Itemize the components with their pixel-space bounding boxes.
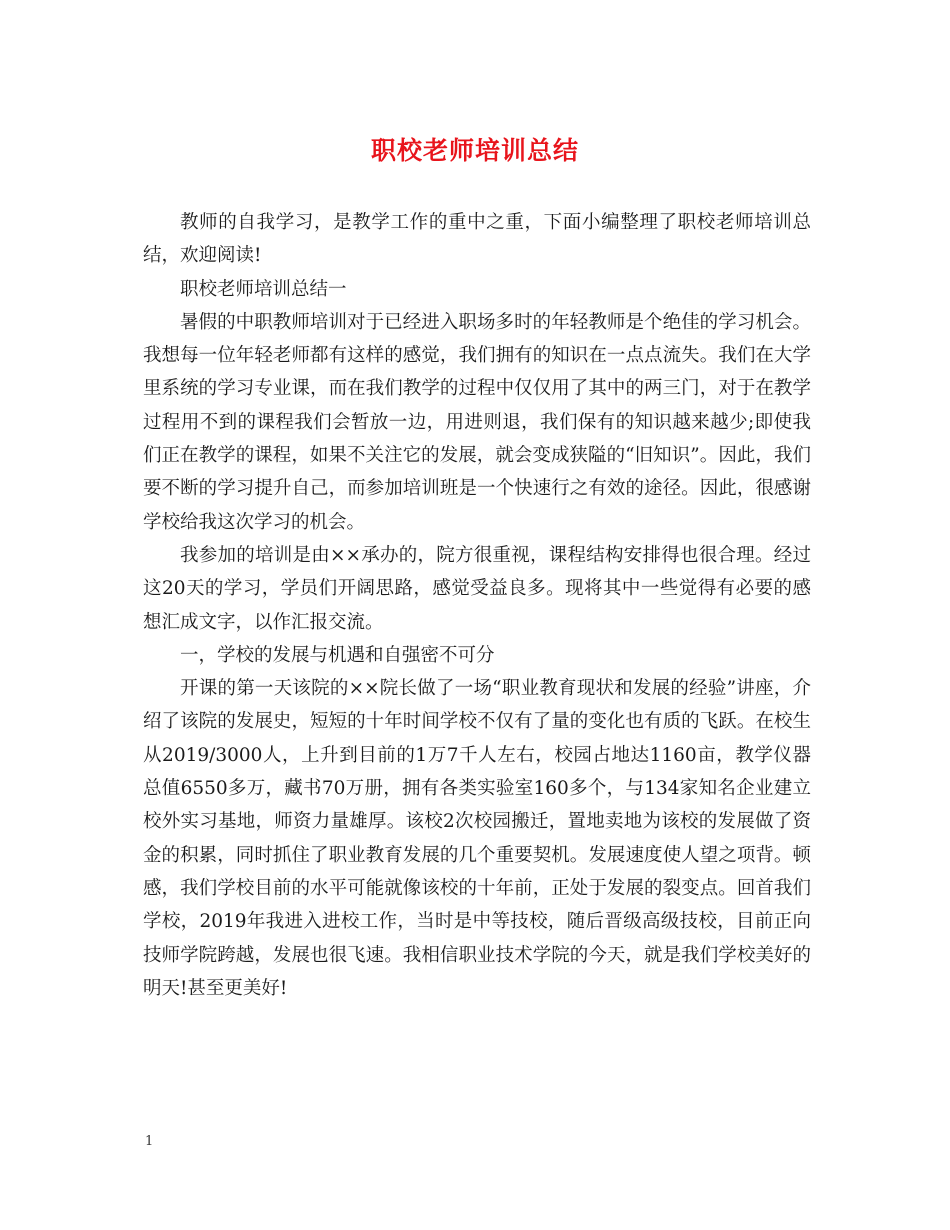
page-number: 1: [145, 1134, 154, 1149]
body-paragraph: 开课的第一天该院的××院长做了一场“职业教育现状和发展的经验”讲座，介绍了该院的发展史，短短的十年时间学校不仅有了量的变化也有质的飞跃。在校生从2019/3000人，上升到目前的1万7千人左右，校园占地达1160亩，教学仪器总值6550多万，藏书70万册，拥有各类实验室160多个，与134家知名企业建立校外实习基地，师资力量雄厚。该校2次校园搬迁，置地卖地为该校的发展做了资金的积累，同时抓住了职业教育发展的几个重要契机。发展速度使人望之项背。顿感，我们学校目前的水平可能就像该校的十年前，正处于发展的裂变点。回首我们学校，2019年我进入进校工作，当时是中等技校，随后晋级高级技校，目前正向技师学院跨越，发展也很飞速。我相信职业技术学院的今天，就是我们学校美好的明天!甚至更美好!: [143, 678, 811, 999]
body-paragraph: 暑假的中职教师培训对于已经进入职场多时的年轻教师是个绝佳的学习机会。我想每一位年轻老师都有这样的感觉，我们拥有的知识在一点点流失。我们在大学里系统的学习专业课，而在我们教学的过程中仅仅用了其中的两三门，对于在教学过程用不到的课程我们会暂放一边，用进则退，我们保有的知识越来越少;即使我们正在教学的课程，如果不关注它的发展，就会变成狭隘的“旧知识”。因此，我们要不断的学习提升自己，而参加培训班是一个快速行之有效的途径。因此，很感谢学校给我这次学习的机会。: [143, 311, 811, 533]
body-paragraph: 我参加的培训是由××承办的，院方很重视，课程结构安排得也很合理。经过这20天的学习，学员们开阔思路，感觉受益良多。现将其中一些觉得有必要的感想汇成文字，以作汇报交流。: [143, 544, 811, 633]
intro-paragraph: 教师的自我学习，是教学工作的重中之重，下面小编整理了职校老师培训总结，欢迎阅读!: [143, 212, 811, 267]
subsection-heading: 一，学校的发展与机遇和自强密不可分: [180, 644, 495, 666]
document-body: [143, 206, 811, 1005]
document-title: 职校老师培训总结: [370, 136, 579, 165]
section-heading-one: 职校老师培训总结一: [180, 278, 347, 300]
